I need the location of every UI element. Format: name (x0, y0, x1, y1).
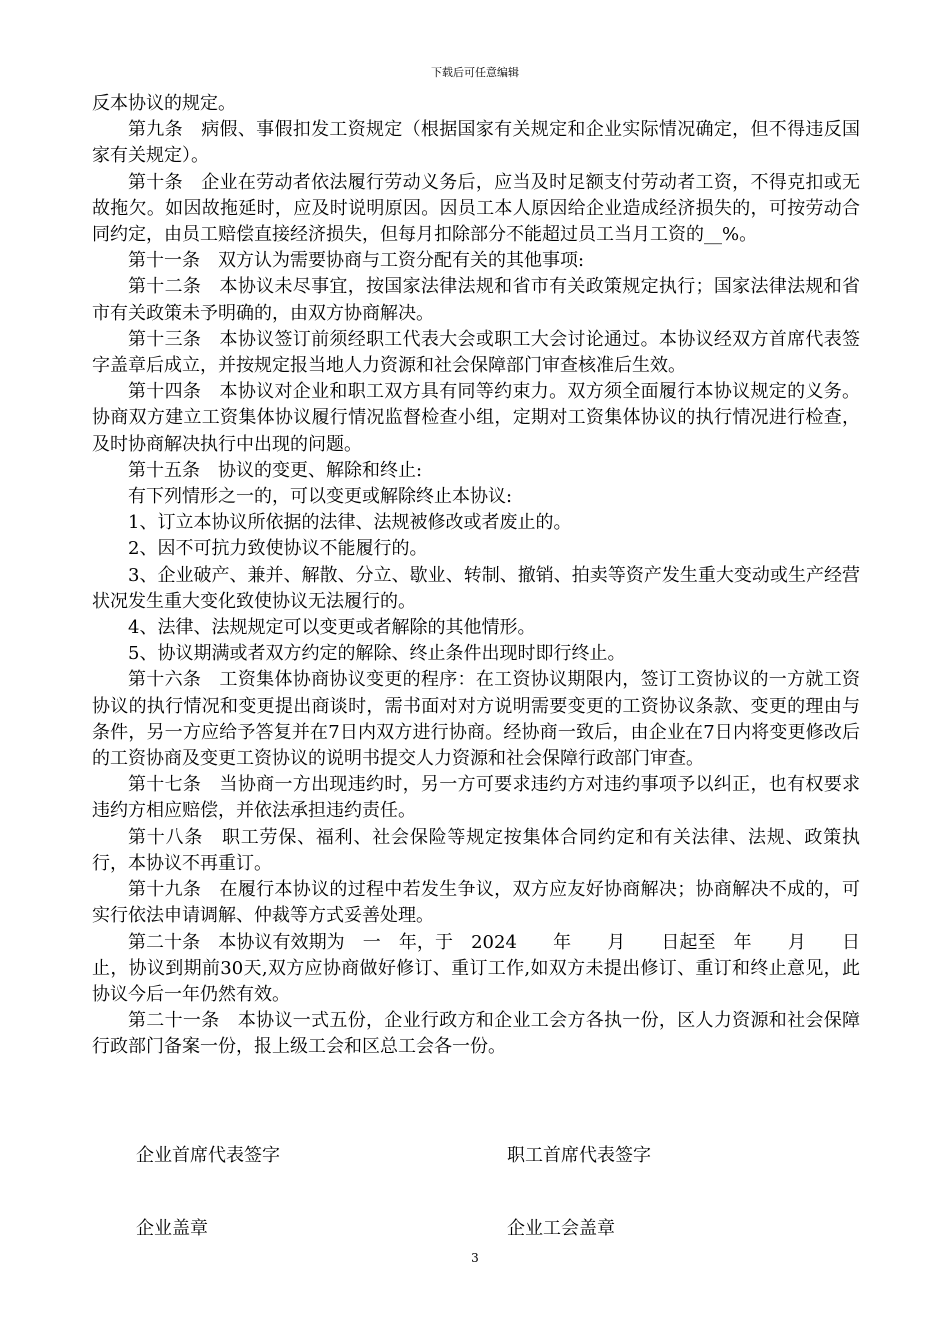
page-header: 下载后可任意编辑 (431, 66, 519, 79)
paragraph: 反本协议的规定。 (92, 93, 236, 114)
paragraph: 第十六条 工资集体协商协议变更的程序：在工资协议期限内，签订工资协议的一方就工资协议的执行情况和变更提出商谈时，需书面对对方说明需要变更的工资协议条款、变更的理由与条件，另一方应给予答复并在7日内双方进行协商。经协商一致后，由企业在7日内将变更修改后的工资协商及变更工资协议的说明书提交人力资源和社会保障行政部门审查。 (92, 669, 860, 770)
paragraph: 第二十一条 本协议一式五份，企业行政方和企业工会方各执一份，区人力资源和社会保障行政部门备案一份，报上级工会和区总工会各一份。 (92, 1010, 860, 1058)
page-number: 3 (471, 1251, 479, 1265)
paragraph: 第十条 企业在劳动者依法履行劳动义务后，应当及时足额支付劳动者工资，不得克扣或无故拖欠。如因故拖延时，应及时说明原因。因员工本人原因给企业造成经济损失的，可按劳动合同约定，由员工赔偿直接经济损失，但每月扣除部分不能超过员工当月工资的__%。 (92, 171, 860, 246)
paragraph: 1、订立本协议所依据的法律、法规被修改或者废止的。 (128, 512, 572, 534)
paragraph: 第十九条 在履行本协议的过程中若发生争议，双方应友好协商解决；协商解决不成的，可实行依法申请调解、仲裁等方式妥善处理。 (92, 879, 860, 927)
paragraph: 2、因不可抗力致使协议不能履行的。 (128, 538, 428, 560)
enterprise-rep-signature-label: 企业首席代表签字 (136, 1145, 280, 1166)
paragraph: 第十八条 职工劳保、福利、社会保险等规定按集体合同约定和有关法律、法规、政策执行，本协议不再重订。 (92, 826, 860, 874)
paragraph: 第十五条 协议的变更、解除和终止: (128, 459, 423, 481)
paragraph: 第九条 病假、事假扣发工资规定（根据国家有关规定和企业实际情况确定，但不得违反国家有关规定）。 (92, 119, 860, 167)
union-seal-label: 企业工会盖章 (507, 1218, 615, 1239)
paragraph: 第十三条 本协议签订前须经职工代表大会或职工大会讨论通过。本协议经双方首席代表签字盖章后成立，并按规定报当地人力资源和社会保障部门审查核准后生效。 (92, 328, 860, 377)
paragraph: 第十七条 当协商一方出现违约时，另一方可要求违约方对违约事项予以纠正，也有权要求违约方相应赔偿，并依法承担违约责任。 (92, 774, 860, 822)
paragraph: 第十一条 双方认为需要协商与工资分配有关的其他事项: (128, 250, 585, 272)
paragraph: 4、法律、法规规定可以变更或者解除的其他情形。 (128, 617, 536, 639)
agreement-body (92, 91, 860, 1061)
paragraph: 3、企业破产、兼并、解散、分立、歇业、转制、撤销、拍卖等资产发生重大变动或生产经营状况发生重大变化致使协议无法履行的。 (92, 564, 860, 612)
paragraph: 有下列情形之一的，可以变更或解除终止本协议: (128, 486, 513, 508)
paragraph: 5、协议期满或者双方约定的解除、终止条件出现时即行终止。 (128, 643, 626, 665)
paragraph: 第二十条 本协议有效期为 一 年，于 2024 年 月 日起至 年 月 日止，协议到期前30天,双方应协商做好修订、重订工作,如双方未提出修订、重订和终止意见，此协议今后一年仍然有效。 (92, 931, 860, 1005)
paragraph: 第十四条 本协议对企业和职工双方具有同等约束力。双方须全面履行本协议规定的义务。协商双方建立工资集体协议履行情况监督检查小组，定期对工资集体协议的执行情况进行检查，及时协商解决执行中出现的问题。 (92, 381, 860, 455)
paragraph: 第十二条 本协议未尽事宜，按国家法律法规和省市有关政策规定执行；国家法律法规和省市有关政策未予明确的，由双方协商解决。 (92, 276, 860, 324)
employee-rep-signature-label: 职工首席代表签字 (507, 1145, 651, 1166)
enterprise-seal-label: 企业盖章 (136, 1218, 208, 1239)
